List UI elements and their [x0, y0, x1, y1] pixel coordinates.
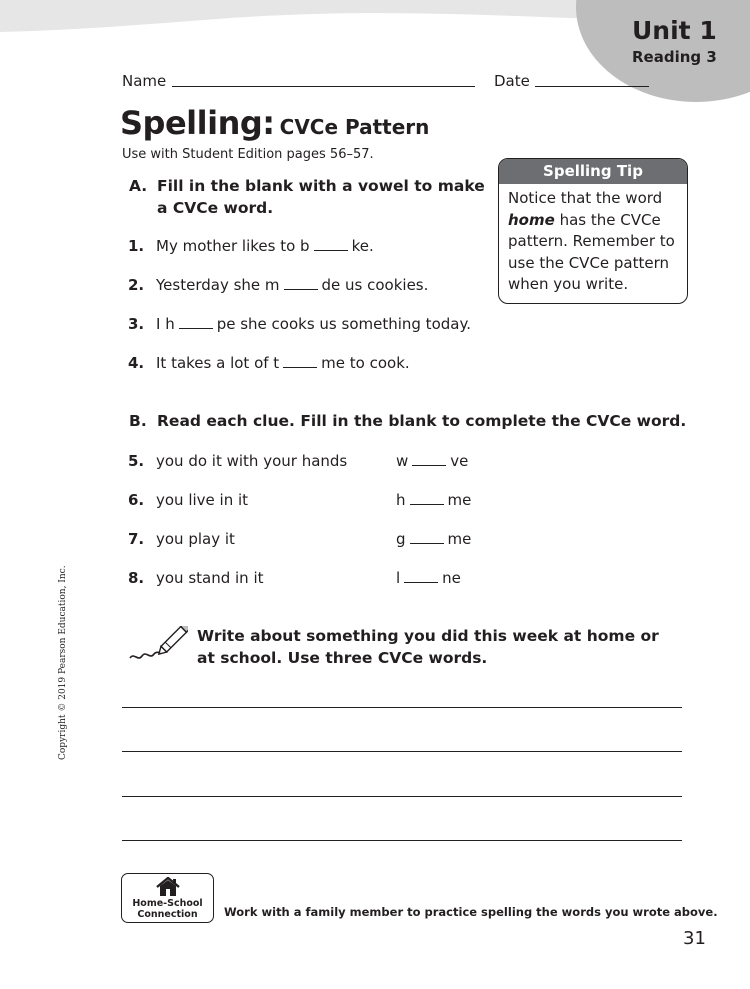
home-school-label-line: Connection: [137, 909, 198, 920]
list-item: [128, 275, 428, 295]
name-label: Name: [122, 72, 167, 90]
home-school-connection-badge: [121, 873, 214, 923]
item-text-before: w: [396, 452, 409, 470]
copyright-notice: Copyright © 2019 Pearson Education, Inc.: [58, 565, 68, 760]
section-a-heading: [129, 175, 499, 221]
tip-line: when you write.: [508, 275, 629, 293]
answer-blank[interactable]: [314, 237, 348, 251]
date-field[interactable]: [535, 86, 649, 87]
writing-line[interactable]: [122, 796, 682, 797]
section-b-letter: B.: [129, 412, 147, 430]
tip-line: Notice that the word: [508, 189, 663, 207]
item-text-before: g: [396, 530, 406, 548]
name-date-row: [122, 72, 652, 94]
list-item: [128, 451, 488, 471]
item-text-before: Yesterday she m: [156, 276, 280, 294]
clue-answer: [396, 451, 468, 471]
item-text-after: ve: [450, 452, 469, 470]
item-number: 4.: [128, 354, 145, 372]
item-clue: you live in it: [156, 491, 249, 509]
item-number: 1.: [128, 237, 145, 255]
home-school-label-line: Home-School: [132, 898, 203, 909]
page-title: [120, 104, 429, 142]
house-icon: [155, 877, 181, 897]
spelling-tip-box: [498, 158, 688, 304]
item-text-before: l: [396, 569, 401, 587]
answer-blank[interactable]: [404, 569, 438, 583]
item-number: 6.: [128, 491, 145, 509]
answer-blank[interactable]: [412, 452, 446, 466]
title-main: Spelling:: [120, 104, 275, 142]
item-text-before: h: [396, 491, 406, 509]
unit-subtitle: Reading 3: [632, 48, 717, 66]
item-number: 7.: [128, 530, 145, 548]
clue-answer: [396, 529, 471, 549]
spelling-tip-body: [499, 184, 687, 296]
writing-prompt: Write about something you did this week at home or at school. Use three CVCe words.: [197, 627, 659, 667]
item-text-after: me to cook.: [321, 354, 410, 372]
item-text-after: de us cookies.: [321, 276, 429, 294]
answer-blank[interactable]: [284, 276, 318, 290]
tip-line: pattern. Remember to: [508, 232, 675, 250]
writing-line[interactable]: [122, 840, 682, 841]
list-item: [128, 353, 410, 373]
list-item: [128, 529, 488, 549]
answer-blank[interactable]: [179, 315, 213, 329]
item-text-before: I h: [156, 315, 175, 333]
item-text-after: ne: [442, 569, 461, 587]
answer-blank[interactable]: [410, 530, 444, 544]
answer-blank[interactable]: [283, 354, 317, 368]
home-school-label: [122, 898, 213, 920]
page-number: 31: [683, 928, 706, 949]
list-item: [128, 568, 488, 588]
item-text-after: me: [447, 530, 472, 548]
answer-blank[interactable]: [410, 491, 444, 505]
item-number: 8.: [128, 569, 145, 587]
section-a-text: Fill in the blank with a vowel to make a CVCe word.: [157, 177, 485, 217]
writing-line[interactable]: [122, 707, 682, 708]
item-text-before: My mother likes to b: [156, 237, 310, 255]
list-item: [128, 314, 471, 334]
title-sub: CVCe Pattern: [279, 115, 430, 139]
name-field[interactable]: [172, 86, 475, 87]
list-item: [128, 236, 374, 256]
section-b-heading: [129, 410, 687, 434]
clue-answer: [396, 490, 471, 510]
item-text-after: me: [447, 491, 472, 509]
item-text-after: pe she cooks us something today.: [216, 315, 471, 333]
writing-line[interactable]: [122, 751, 682, 752]
unit-title: Unit 1: [632, 16, 717, 45]
item-clue: you do it with your hands: [156, 452, 348, 470]
clue-answer: [396, 568, 461, 588]
date-label: Date: [494, 72, 530, 90]
item-number: 2.: [128, 276, 145, 294]
pencil-icon: [128, 626, 188, 666]
item-number: 3.: [128, 315, 145, 333]
spelling-tip-heading: Spelling Tip: [499, 159, 687, 184]
tip-line: [508, 210, 687, 232]
tip-line: use the CVCe pattern: [508, 253, 670, 272]
item-clue: you play it: [156, 530, 235, 548]
item-text-before: It takes a lot of t: [156, 354, 280, 372]
item-number: 5.: [128, 452, 145, 470]
tip-keyword: home: [508, 210, 555, 229]
item-clue: you stand in it: [156, 569, 264, 587]
page-subtitle: Use with Student Edition pages 56–57.: [122, 147, 374, 162]
section-a-letter: A.: [129, 177, 148, 195]
list-item: [128, 490, 488, 510]
tip-line-rest: has the CVCe: [554, 210, 661, 229]
section-b-text: Read each clue. Fill in the blank to complete the CVCe word.: [157, 412, 687, 430]
item-text-after: ke.: [351, 237, 374, 255]
home-school-note: Work with a family member to practice spelling the words you wrote above.: [224, 905, 718, 919]
